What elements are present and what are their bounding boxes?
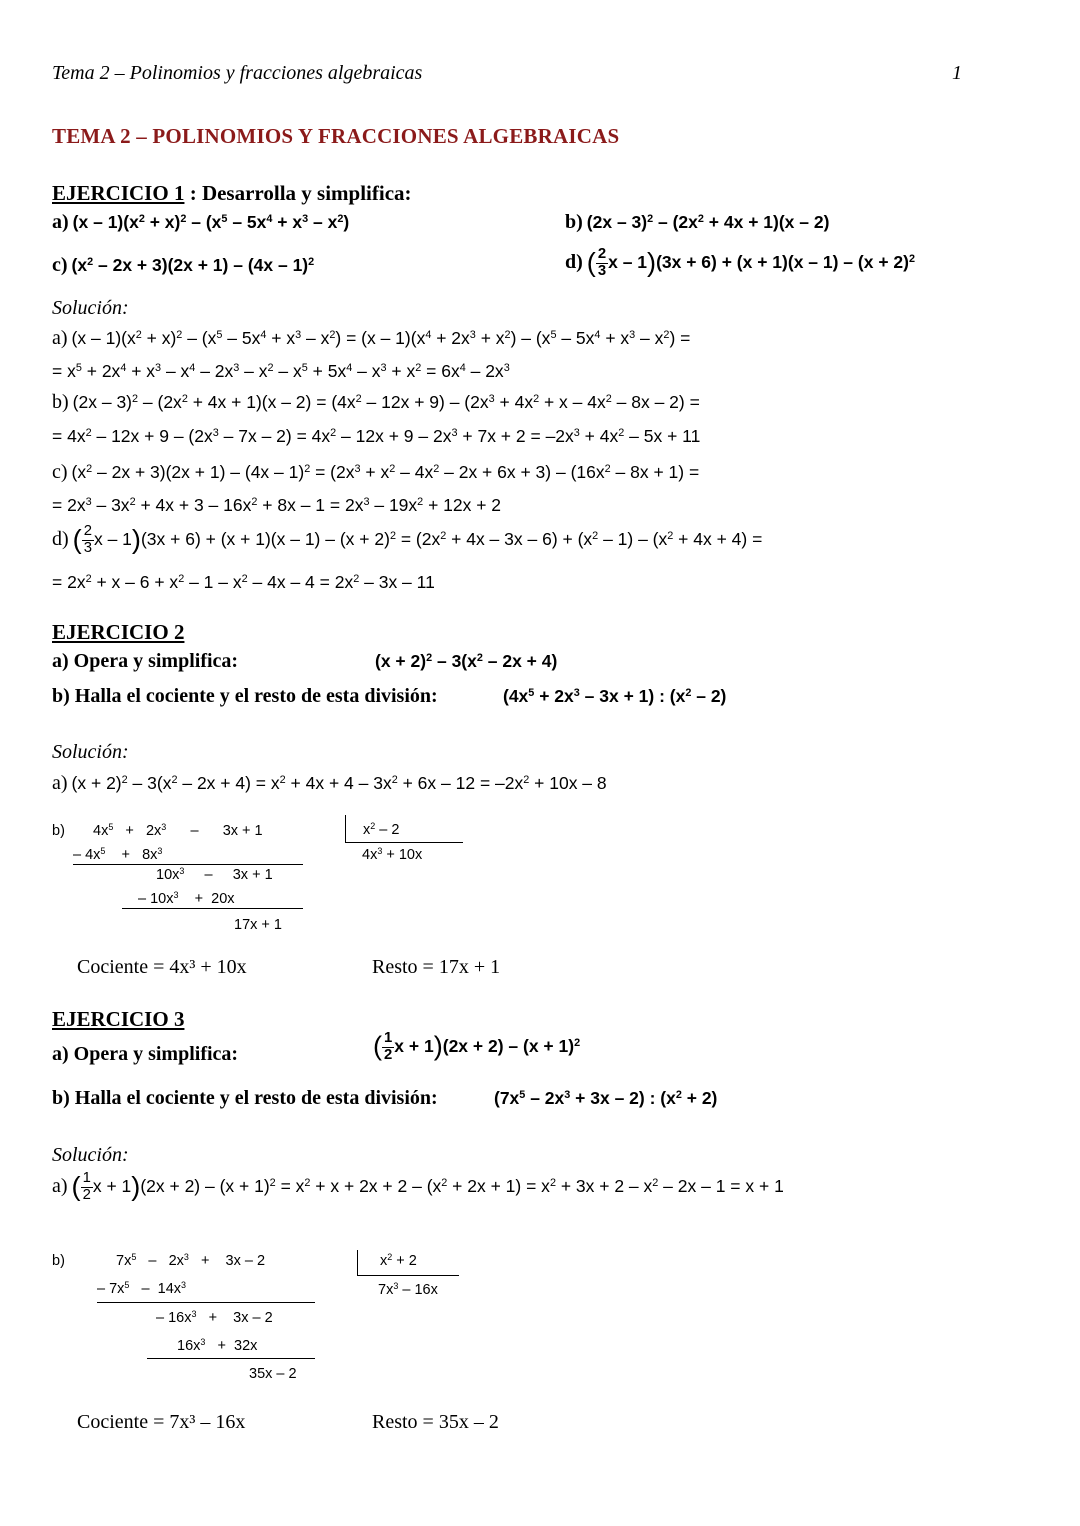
page-number: 1 bbox=[952, 62, 962, 84]
ex1-statement-d: d) ( $\frac{2}{3}$ $x - 1)(3x + 6) + (x + 1)(x - 1) - (x + 2)^2$ bbox=[565, 246, 915, 279]
ex1-solution-c-line1: c) $(x^2 - 2x + 3)(2x + 1) - (4x - 1)^2 = (2x^3 + x^2 - 4x^2 - 2x + 6x + 3) - (16x^2 - 8x + 1)$ = bbox=[52, 461, 700, 483]
ex2-division-bracket-horizontal bbox=[345, 842, 463, 843]
ex2-division-remainder: 17x + 1 bbox=[234, 917, 282, 933]
ex3-division-bracket-vertical bbox=[357, 1250, 358, 1275]
exercise-1-heading: EJERCICIO 1 : Desarrolla y simplifica: bbox=[52, 181, 412, 205]
ex2-divisor: $x^2 - 2$ bbox=[363, 821, 400, 838]
ex3-division-quotient: $7x^3 - 16x$ bbox=[378, 1281, 438, 1298]
ex3-division-bracket-horizontal bbox=[357, 1275, 459, 1276]
ex3-expression-b: $(7x^5 - 2x^3 + 3x - 2)$ : $(x^2 + 2)$ bbox=[494, 1088, 718, 1108]
ex2-quotient-result: Cociente = 4x³ + 10x bbox=[77, 956, 247, 978]
ex1-statement-b: b) $(2x - 3)^2 - (2x^2 + 4x + 1)(x - 2)$ bbox=[565, 211, 830, 233]
ex3-solution-a: a) ( $\frac{1}{2}$ $x + 1)(2x + 2) - (x + 1)^2 = x^2 + x + 2x + 2 - (x^2 + 2x + 1) = x^2 + 3x + 2 - x^2 - 2x - 1 = x + 1$ bbox=[52, 1170, 784, 1203]
ex3-division-rule-1 bbox=[97, 1302, 315, 1303]
ex1-solution-a-line2: = $x^5 + 2x^4 + x^3 - x^4 - 2x^3 - x^2 - x^5 + 5x^4 - x^3 + x^2 = 6x^4 - 2x^3$ bbox=[52, 361, 510, 381]
ex2-expression-a: $(x + 2)^2 - 3(x^2 - 2x + 4)$ bbox=[375, 651, 558, 671]
ex3-divisor: $x^2 + 2$ bbox=[380, 1252, 417, 1269]
ex1-statement-c: c) $(x^2 - 2x + 3)(2x + 1) - (4x - 1)^2$ bbox=[52, 254, 315, 276]
ex1-solution-d-line2: = $2x^2 + x - 6 + x^2 - 1 - x^2 - 4x - 4 = 2x^2 - 3x - 11$ bbox=[52, 572, 435, 592]
ex1-solution-d-line1: d) ( $\frac{2}{3}$ $x - 1)(3x + 6) + (x + 1)(x - 1) - (x + 2)^2 = (2x^2 + 4x - 3x - 6) + (x^2 - 1) - (x^2 + 4x + 4)$ = bbox=[52, 523, 763, 556]
ex3-dividend: $7x^5 - 2x^3$ + 3x – 2 bbox=[116, 1252, 266, 1269]
ex3-division-step1: – $7x^5 - 14x^3$ bbox=[97, 1280, 187, 1297]
page-header: Tema 2 – Polinomios y fracciones algebraicas bbox=[52, 62, 423, 84]
ex3-solution-label: Solución: bbox=[52, 1144, 129, 1166]
ex2-division-rule-2 bbox=[122, 908, 303, 909]
ex3-statement-b: b) Halla el cociente y el resto de esta división: bbox=[52, 1087, 438, 1109]
ex3-division-step2: – $16x^3$ + 3x – 2 bbox=[156, 1309, 273, 1326]
ex2-division-quotient: $4x^3 + 10x$ bbox=[362, 846, 423, 863]
ex2-remainder-result: Resto = 17x + 1 bbox=[372, 956, 501, 978]
ex2-division-step3: – $10x^3$ + 20x bbox=[138, 890, 235, 907]
ex3-division-rule-2 bbox=[147, 1358, 315, 1359]
ex2-statement-a: a) Opera y simplifica: bbox=[52, 650, 239, 672]
ex3-expression-a: ( $\frac{1}{2}$ $x + 1)(2x + 2) - (x + 1)^2$ bbox=[373, 1030, 581, 1063]
ex1-solution-label: Solución: bbox=[52, 297, 129, 319]
exercise-3-heading: EJERCICIO 3 bbox=[52, 1007, 185, 1031]
ex2-division-rule-1 bbox=[73, 864, 303, 865]
ex1-solution-b-line1: b) $(2x - 3)^2 - (2x^2 + 4x + 1)(x - 2) = (4x^2 - 12x + 9) - (2x^3 + 4x^2 + x - 4x^2 - 8x - 2)$ = bbox=[52, 391, 700, 413]
ex2-statement-b: b) Halla el cociente y el resto de esta división: bbox=[52, 685, 438, 707]
ex3-division-step3: $16x^3 + 32x$ bbox=[177, 1337, 258, 1354]
ex2-division-step1: – $4x^5$ + $8x^3$ bbox=[73, 846, 163, 863]
ex2-division-bracket-vertical bbox=[345, 815, 346, 842]
ex1-statement-a: a) $(x - 1)(x^2 + x)^2 - (x^5 - 5x^4 + x^3 - x^2)$ bbox=[52, 211, 350, 233]
ex3-remainder-result: Resto = 35x – 2 bbox=[372, 1411, 499, 1433]
ex3-quotient-result: Cociente = 7x³ – 16x bbox=[77, 1411, 246, 1433]
ex2-division-label: b) bbox=[52, 823, 65, 839]
ex3-statement-a: a) Opera y simplifica: bbox=[52, 1043, 239, 1065]
ex2-dividend: $4x^5 + 2x^3$ – 3x + 1 bbox=[93, 822, 263, 839]
ex1-solution-a-line1: a) $(x - 1)(x^2 + x)^2 - (x^5 - 5x^4 + x^3 - x^2) = (x - 1)(x^4 + 2x^3 + x^2) - (x^5 - 5x^4 + x^3 - x^2)$ = bbox=[52, 327, 691, 349]
ex3-division-label: b) bbox=[52, 1253, 65, 1269]
ex1-solution-c-line2: = $2x^3 - 3x^2 + 4x + 3 - 16x^2 + 8x - 1 = 2x^3 - 19x^2 + 12x + 2$ bbox=[52, 495, 502, 515]
document-title: TEMA 2 – POLINOMIOS Y FRACCIONES ALGEBRAICAS bbox=[52, 124, 620, 148]
ex3-division-remainder: 35x – 2 bbox=[249, 1366, 297, 1382]
ex1-solution-b-line2: = $4x^2 - 12x + 9 - (2x^3 - 7x - 2) = 4x^2 - 12x + 9 - 2x^3 + 7x + 2 = -2x^3 + 4x^2 - 5x + 11$ bbox=[52, 426, 701, 446]
ex2-expression-b: $(4x^5 + 2x^3 - 3x + 1)$ : $(x^2 - 2)$ bbox=[503, 686, 727, 706]
exercise-2-heading: EJERCICIO 2 bbox=[52, 620, 185, 644]
ex2-solution-label: Solución: bbox=[52, 741, 129, 763]
ex2-division-step2: $10x^3$ – 3x + 1 bbox=[156, 866, 273, 883]
ex2-solution-a: a) $(x + 2)^2 - 3(x^2 - 2x + 4) = x^2 + 4x + 4 - 3x^2 + 6x - 12 = -2x^2 + 10x - 8$ bbox=[52, 772, 607, 794]
